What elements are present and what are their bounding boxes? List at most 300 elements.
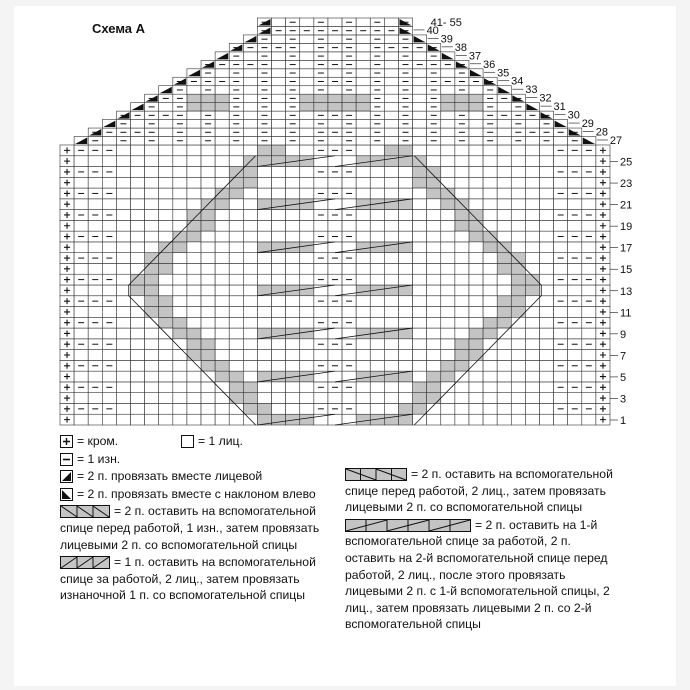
chart-cell bbox=[272, 188, 286, 199]
chart-cell bbox=[159, 220, 173, 231]
chart-cell bbox=[102, 350, 116, 361]
chart-cell bbox=[243, 328, 257, 339]
chart-cell bbox=[384, 339, 398, 350]
chart-cell bbox=[74, 307, 88, 318]
chart-cell bbox=[229, 296, 243, 307]
chart-cell bbox=[159, 137, 173, 145]
chart-cell bbox=[356, 350, 370, 361]
chart-cell bbox=[483, 145, 497, 156]
chart-cell bbox=[539, 188, 553, 199]
shaded-cell bbox=[300, 199, 314, 210]
chart-cell bbox=[539, 177, 553, 188]
chart-cell bbox=[328, 285, 342, 296]
chart-cell bbox=[173, 296, 187, 307]
shaded-cell bbox=[201, 94, 215, 102]
chart-cell bbox=[455, 156, 469, 167]
chart-cell bbox=[356, 210, 370, 221]
chart-cell bbox=[441, 414, 455, 425]
chart-cell bbox=[272, 253, 286, 264]
shaded-cell bbox=[257, 403, 271, 414]
chart-cell bbox=[145, 403, 159, 414]
chart-cell bbox=[441, 317, 455, 328]
shaded-cell bbox=[243, 382, 257, 393]
chart-cell bbox=[539, 274, 553, 285]
shaded-cell bbox=[243, 403, 257, 414]
chart-cell bbox=[554, 263, 568, 274]
chart-cell bbox=[74, 263, 88, 274]
chart-cell bbox=[413, 128, 427, 136]
chart-cell bbox=[145, 199, 159, 210]
chart-cell bbox=[116, 210, 130, 221]
chart-cell bbox=[257, 188, 271, 199]
chart-cell bbox=[145, 339, 159, 350]
chart-cell bbox=[525, 231, 539, 242]
shaded-cell bbox=[455, 210, 469, 221]
chart-cell bbox=[243, 371, 257, 382]
chart-cell bbox=[131, 307, 145, 318]
chart-cell bbox=[539, 296, 553, 307]
shaded-cell bbox=[511, 285, 525, 296]
chart-cell bbox=[243, 220, 257, 231]
chart-cell bbox=[201, 231, 215, 242]
chart-cell bbox=[88, 307, 102, 318]
chart-cell bbox=[88, 220, 102, 231]
chart-cell bbox=[497, 120, 511, 128]
chart-cell bbox=[539, 360, 553, 371]
chart-cell bbox=[300, 60, 314, 68]
chart-cell bbox=[384, 120, 398, 128]
chart-cell bbox=[272, 120, 286, 128]
chart-cell bbox=[398, 350, 412, 361]
chart-cell bbox=[159, 360, 173, 371]
chart-cell bbox=[469, 177, 483, 188]
shaded-cell bbox=[300, 242, 314, 253]
chart-cell bbox=[511, 210, 525, 221]
chart-cell bbox=[511, 242, 525, 253]
shaded-cell bbox=[257, 145, 271, 156]
chart-cell bbox=[582, 414, 596, 425]
row-label: 28 bbox=[595, 126, 609, 139]
shaded-cell bbox=[159, 307, 173, 318]
chart-cell bbox=[116, 220, 130, 231]
chart-cell bbox=[356, 111, 370, 119]
chart-cell bbox=[441, 231, 455, 242]
chart-cell bbox=[384, 382, 398, 393]
triangle-left-icon bbox=[60, 488, 73, 501]
chart-cell bbox=[497, 393, 511, 404]
legend-purl bbox=[60, 451, 342, 468]
chart-cell bbox=[398, 339, 412, 350]
chart-cell bbox=[413, 86, 427, 94]
chart-cell bbox=[243, 263, 257, 274]
shaded-cell bbox=[201, 220, 215, 231]
chart-cell bbox=[441, 210, 455, 221]
row-label: 40 bbox=[426, 24, 439, 37]
chart-cell bbox=[483, 371, 497, 382]
chart-cell bbox=[272, 231, 286, 242]
chart-cell bbox=[469, 307, 483, 318]
chart-cell bbox=[131, 263, 145, 274]
chart-cell bbox=[554, 350, 568, 361]
chart-cell bbox=[187, 242, 201, 253]
chart-cell bbox=[554, 242, 568, 253]
chart-cell bbox=[243, 52, 257, 60]
chart-cell bbox=[483, 167, 497, 178]
chart-cell bbox=[525, 220, 539, 231]
chart-cell bbox=[201, 242, 215, 253]
chart-cell bbox=[215, 274, 229, 285]
shaded-cell bbox=[413, 177, 427, 188]
chart-cell bbox=[159, 128, 173, 136]
chart-cell bbox=[582, 307, 596, 318]
chart-cell bbox=[201, 382, 215, 393]
chart-cell bbox=[131, 145, 145, 156]
chart-cell bbox=[243, 296, 257, 307]
chart-cell bbox=[215, 128, 229, 136]
chart-cell bbox=[413, 188, 427, 199]
chart-cell bbox=[455, 231, 469, 242]
row-label: 33 bbox=[525, 84, 538, 97]
chart-cell bbox=[286, 382, 300, 393]
chart-cell bbox=[497, 156, 511, 167]
chart-cell bbox=[187, 156, 201, 167]
chart-cell bbox=[370, 263, 384, 274]
shaded-cell bbox=[356, 371, 370, 382]
chart-cell bbox=[356, 167, 370, 178]
chart-cell bbox=[582, 199, 596, 210]
chart-cell bbox=[74, 156, 88, 167]
shaded-cell bbox=[159, 253, 173, 264]
chart-cell bbox=[511, 393, 525, 404]
shaded-cell bbox=[356, 94, 370, 102]
chart-cell bbox=[229, 231, 243, 242]
shaded-cell bbox=[187, 328, 201, 339]
chart-cell bbox=[116, 188, 130, 199]
shaded-cell bbox=[356, 285, 370, 296]
chart-cell bbox=[116, 231, 130, 242]
chart-cell bbox=[554, 199, 568, 210]
chart-cell bbox=[328, 69, 342, 77]
row-label: 30 bbox=[567, 109, 580, 122]
chart-cell bbox=[455, 403, 469, 414]
chart-cell bbox=[74, 350, 88, 361]
chart-cell bbox=[116, 414, 130, 425]
chart-cell bbox=[272, 274, 286, 285]
shaded-cell bbox=[427, 371, 441, 382]
chart-cell bbox=[384, 128, 398, 136]
chart-cell bbox=[300, 69, 314, 77]
chart-cell bbox=[201, 414, 215, 425]
chart-cell bbox=[300, 177, 314, 188]
legend-cable-double bbox=[345, 517, 620, 633]
chart-cell bbox=[582, 285, 596, 296]
chart-cell bbox=[328, 35, 342, 43]
cable-icon bbox=[60, 556, 110, 569]
chart-cell bbox=[201, 296, 215, 307]
chart-cell bbox=[370, 350, 384, 361]
chart-cell bbox=[483, 307, 497, 318]
chart-cell bbox=[243, 253, 257, 264]
chart-cell bbox=[469, 296, 483, 307]
chart-cell bbox=[427, 414, 441, 425]
chart-cell bbox=[413, 307, 427, 318]
shaded-cell bbox=[243, 177, 257, 188]
shaded-cell bbox=[272, 285, 286, 296]
chart-cell bbox=[88, 242, 102, 253]
chart-cell bbox=[539, 231, 553, 242]
chart-cell bbox=[187, 263, 201, 274]
chart-cell bbox=[441, 156, 455, 167]
shaded-cell bbox=[272, 145, 286, 156]
chart-cell bbox=[398, 167, 412, 178]
chart-cell bbox=[131, 231, 145, 242]
chart-cell bbox=[272, 220, 286, 231]
chart-cell bbox=[582, 328, 596, 339]
chart-cell bbox=[469, 317, 483, 328]
chart-cell bbox=[257, 220, 271, 231]
chart-cell bbox=[187, 285, 201, 296]
chart-cell bbox=[455, 328, 469, 339]
shaded-cell bbox=[384, 145, 398, 156]
shaded-cell bbox=[511, 296, 525, 307]
chart-cell bbox=[159, 371, 173, 382]
chart-cell bbox=[427, 263, 441, 274]
chart-cell bbox=[272, 111, 286, 119]
chart-cell bbox=[328, 137, 342, 145]
chart-cell bbox=[441, 242, 455, 253]
chart-cell bbox=[173, 199, 187, 210]
chart-cell bbox=[215, 231, 229, 242]
chart-cell bbox=[497, 360, 511, 371]
row-label: 38 bbox=[454, 41, 468, 54]
shaded-cell bbox=[441, 103, 455, 111]
chart-cell bbox=[314, 393, 328, 404]
chart-cell bbox=[398, 274, 412, 285]
shaded-cell bbox=[215, 103, 229, 111]
chart-cell bbox=[328, 242, 342, 253]
chart-cell bbox=[215, 120, 229, 128]
chart-cell bbox=[229, 360, 243, 371]
chart-cell bbox=[286, 274, 300, 285]
shaded-cell bbox=[497, 253, 511, 264]
chart-cell bbox=[539, 393, 553, 404]
chart-cell bbox=[427, 328, 441, 339]
chart-cell bbox=[300, 317, 314, 328]
chart-cell bbox=[88, 328, 102, 339]
chart-cell bbox=[497, 145, 511, 156]
chart-cell bbox=[356, 188, 370, 199]
chart-cell bbox=[131, 403, 145, 414]
chart-cell bbox=[229, 317, 243, 328]
chart-cell bbox=[257, 339, 271, 350]
chart-cell bbox=[539, 307, 553, 318]
legend-cable-front-knit-text: = 2 п. оставить на вспомогательной спице перед работой, 2 лиц., затем провязать лицевыми 2 п. со вспомогательной спицы bbox=[345, 467, 613, 515]
chart-cell bbox=[229, 220, 243, 231]
chart-cell bbox=[88, 414, 102, 425]
chart-cell bbox=[272, 52, 286, 60]
chart-cell bbox=[370, 339, 384, 350]
shaded-cell bbox=[356, 199, 370, 210]
chart-cell bbox=[272, 307, 286, 318]
chart-cell bbox=[554, 220, 568, 231]
chart-cell bbox=[272, 393, 286, 404]
chart-cell bbox=[497, 199, 511, 210]
chart-cell bbox=[455, 177, 469, 188]
chart-cell bbox=[131, 414, 145, 425]
chart-cell bbox=[469, 371, 483, 382]
chart-cell bbox=[187, 188, 201, 199]
chart-cell bbox=[88, 263, 102, 274]
legend-cable-back-purl-text: = 1 п. оставить на вспомогательной спице за работой, 2 лиц., затем провязать изнаночной 1 п. со вспомогательной спицы bbox=[60, 555, 316, 603]
chart-cell bbox=[469, 128, 483, 136]
shaded-cell bbox=[384, 414, 398, 425]
chart-cell bbox=[356, 35, 370, 43]
chart-cell bbox=[568, 220, 582, 231]
chart-cell bbox=[525, 307, 539, 318]
chart-cell bbox=[215, 242, 229, 253]
chart-cell bbox=[272, 296, 286, 307]
chart-cell bbox=[525, 328, 539, 339]
chart-cell bbox=[370, 274, 384, 285]
chart-cell bbox=[272, 35, 286, 43]
chart-cell bbox=[398, 296, 412, 307]
shaded-cell bbox=[272, 242, 286, 253]
chart-cell bbox=[272, 350, 286, 361]
chart-cell bbox=[102, 371, 116, 382]
chart-cell bbox=[173, 285, 187, 296]
chart-cell bbox=[314, 220, 328, 231]
chart-cell bbox=[497, 220, 511, 231]
chart-cell bbox=[131, 188, 145, 199]
chart-cell bbox=[257, 210, 271, 221]
chart-cell bbox=[145, 188, 159, 199]
chart-cell bbox=[525, 120, 539, 128]
chart-cell bbox=[173, 403, 187, 414]
chart-cell bbox=[272, 69, 286, 77]
chart-cell bbox=[74, 199, 88, 210]
chart-cell bbox=[525, 156, 539, 167]
chart-cell bbox=[342, 350, 356, 361]
chart-cell bbox=[356, 274, 370, 285]
shaded-cell bbox=[469, 103, 483, 111]
chart-cell bbox=[511, 167, 525, 178]
legend-right bbox=[345, 466, 620, 634]
chart-cell bbox=[243, 199, 257, 210]
chart-cell bbox=[413, 242, 427, 253]
row-label: 13 bbox=[620, 285, 633, 298]
chart-cell bbox=[568, 156, 582, 167]
chart-cell bbox=[131, 220, 145, 231]
row-label: 31 bbox=[553, 101, 566, 114]
shaded-cell bbox=[314, 94, 328, 102]
shaded-cell bbox=[201, 210, 215, 221]
chart-cell bbox=[511, 403, 525, 414]
chart-cell bbox=[511, 220, 525, 231]
chart-cell bbox=[582, 371, 596, 382]
chart-cell bbox=[159, 145, 173, 156]
chart-cell bbox=[469, 242, 483, 253]
shaded-cell bbox=[131, 285, 145, 296]
chart-cell bbox=[229, 414, 243, 425]
chart-cell bbox=[356, 52, 370, 60]
cable-icon bbox=[345, 468, 407, 481]
chart-cell bbox=[314, 350, 328, 361]
row-label: 5 bbox=[620, 371, 627, 384]
chart-cell bbox=[413, 339, 427, 350]
chart-cell bbox=[187, 145, 201, 156]
chart-cell bbox=[469, 382, 483, 393]
chart-cell bbox=[370, 220, 384, 231]
chart-cell bbox=[398, 210, 412, 221]
chart-cell bbox=[243, 69, 257, 77]
chart-cell bbox=[455, 414, 469, 425]
chart-cell bbox=[131, 317, 145, 328]
shaded-cell bbox=[497, 307, 511, 318]
chart-cell bbox=[554, 393, 568, 404]
chart-cell bbox=[145, 145, 159, 156]
chart-cell bbox=[525, 360, 539, 371]
chart-cell bbox=[187, 414, 201, 425]
chart-cell bbox=[441, 403, 455, 414]
chart-cell bbox=[243, 360, 257, 371]
chart-cell bbox=[497, 339, 511, 350]
chart-cell bbox=[74, 328, 88, 339]
chart-cell bbox=[455, 145, 469, 156]
chart-cell bbox=[441, 328, 455, 339]
chart-cell bbox=[173, 220, 187, 231]
chart-cell bbox=[187, 177, 201, 188]
chart-cell bbox=[483, 177, 497, 188]
chart-cell bbox=[356, 263, 370, 274]
chart-cell bbox=[286, 220, 300, 231]
chart-cell bbox=[356, 360, 370, 371]
chart-cell bbox=[201, 328, 215, 339]
chart-cell bbox=[173, 145, 187, 156]
chart-cell bbox=[497, 137, 511, 145]
chart-cell bbox=[384, 393, 398, 404]
shaded-cell bbox=[441, 360, 455, 371]
chart-cell bbox=[201, 393, 215, 404]
chart-cell bbox=[131, 393, 145, 404]
chart-cell bbox=[413, 274, 427, 285]
chart-cell bbox=[300, 296, 314, 307]
chart-cell bbox=[243, 317, 257, 328]
chart-cell bbox=[356, 307, 370, 318]
chart-cell bbox=[159, 188, 173, 199]
chart-cell bbox=[469, 137, 483, 145]
chart-cell bbox=[384, 35, 398, 43]
chart-cell bbox=[539, 167, 553, 178]
chart-cell bbox=[398, 188, 412, 199]
row-label: 34 bbox=[511, 75, 524, 88]
chart-cell bbox=[215, 86, 229, 94]
chart-cell bbox=[384, 360, 398, 371]
chart-cell bbox=[398, 382, 412, 393]
chart-cell bbox=[384, 350, 398, 361]
chart-cell bbox=[201, 177, 215, 188]
chart-cell bbox=[511, 145, 525, 156]
chart-cell bbox=[441, 145, 455, 156]
chart-cell bbox=[74, 177, 88, 188]
chart-cell bbox=[201, 156, 215, 167]
chart-cell bbox=[525, 403, 539, 414]
row-label: 17 bbox=[620, 242, 633, 255]
chart-cell bbox=[243, 86, 257, 94]
chart-cell bbox=[398, 253, 412, 264]
chart-cell bbox=[568, 350, 582, 361]
chart-cell bbox=[257, 307, 271, 318]
chart-cell bbox=[511, 350, 525, 361]
